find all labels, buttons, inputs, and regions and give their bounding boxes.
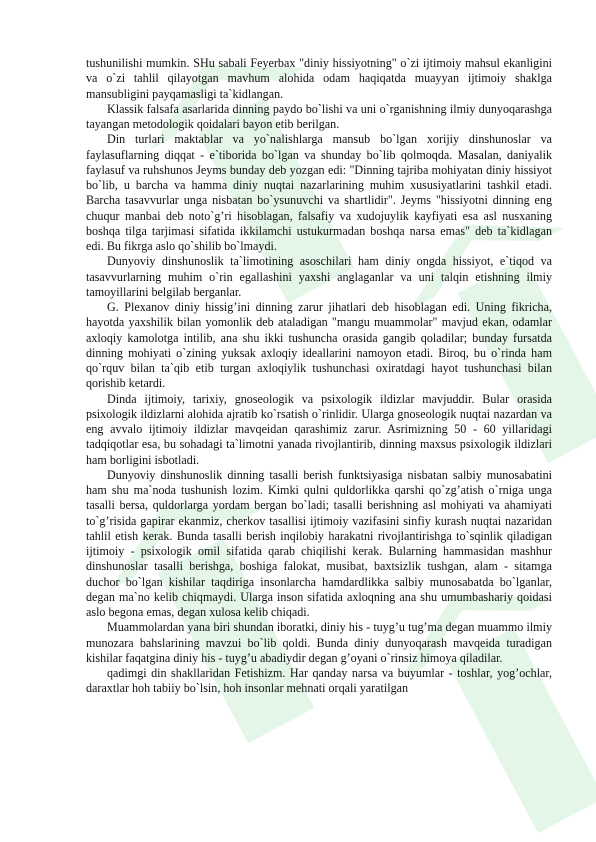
paragraph: qadimgi din shakllaridan Fetishizm. Har qanday narsa va buyumlar - toshlar, yog’ochlar, daraxtlar hoh tabiiy bo`lsin, hoh insonlar mehnati orqali yaratilgan xyxy=(86,666,552,696)
paragraph: Muammolardan yana biri shundan iboratki, diniy his - tuyg’u tug’ma degan muammo ilmiy munozara bahslarining mavzui bo`lib qoldi. Bunda diniy dunyoqarash mavqeida turadigan kishilar faqatgina diniy his - tuyg’u abadiydir degan g’oyani o`rinsiz himoya qiladilar. xyxy=(86,620,552,665)
document-body xyxy=(86,56,552,697)
paragraph: Dunyoviy dinshunoslik dinning tasalli berish funktsiyasiga nisbatan salbiy munosabatini ham shu ma`noda tushunish lozim. Kimki qulni quldorlikka qarshi qo`zg’atish o`rniga unga tasalli bersa, quldorlarga yordam bergan bo`ladi; tasalli berishning asl mohiyati va ahamiyati to`g’risida gapirar ekanmiz, cherkov tasallisi ijtimoiy vazifasini sinfiy kurash nuqtai nazaridan tahlil etish kerak. Bunda tasalli berish inqilobiy harakatni rivojlantirishga to`sqinlik qiladigan ijtimoiy - psixologik omil sifatida qarab chiqilishi kerak. Bularning hammasidan mashhur dinshunoslar tasalli berishga, boshiga falokat, musibat, baxtsizlik tushgan, alam - sitamga duchor bo`lgan kishilar taqdiriga insonlarcha hamdardlikka salbiy munosabatda bo`lganlar, degan ma`no kelib chiqmaydi. Ularga inson sifatida axloqning ana shu umumbashariy qoidasi aslo begona emas, degan xulosa kelib chiqadi. xyxy=(86,467,552,619)
paragraph: Klassik falsafa asarlarida dinning paydo bo`lishi va uni o`rganishning ilmiy dunyoqarashga tayangan metodologik qoidalari bayon etib berilgan. xyxy=(86,101,552,131)
paragraph: G. Plexanov diniy hissig’ini dinning zarur jihatlari deb hisoblagan edi. Uning fikricha, hayotda yaxshilik bilan yomonlik deb ataladigan "mangu muammolar" mavjud ekan, odamlar axloqiy kamolotga intilib, ana shu ikki tushuncha orasida gangib qoladilar; bunday fursatda dinning mohiyati o`zining yuksak axloqiy ideallarini namoyon etadi. Biroq, bu o`rinda ham qo`rquv bilan ta`qib etib turgan axloqiylik tushunchasi oxiratdagi hayot tushunchasi bilan qorishib ketardi. xyxy=(86,300,552,391)
paragraph: Dinda ijtimoiy, tarixiy, gnoseologik va psixologik ildizlar mavjuddir. Bular orasida psixologik ildizlarni alohida ajratib ko`rsatish o`rinlidir. Ularga gnoseologik nuqtai nazardan va eng avvalo ijtimoiy ildizlar mavqeidan qarashimiz zarur. Asrimizning 50 - 60 yillaridagi tadqiqotlar esa, bu sohadagi ta`limotni yanada rivojlantirib, dinning maxsus psixologik ildizlari ham borligini isbotladi. xyxy=(86,391,552,467)
paragraph: Din turlari maktablar va yo`nalishlarga mansub bo`lgan xorijiy dinshunoslar va faylasuflarning diqqat - e`tiborida bo`lgan va shunday bo`lib qolmoqda. Masalan, daniyalik faylasuf va ruhshunos Jeyms bunday deb yozgan edi: "Dinning tajriba mohiyatan diniy hissiyot bo`lib, u barcha va hamma diniy nuqtai nazarlarining muhim xususiyatlarini tashkil etadi. Barcha tasavvurlar unga nisbatan bo`ysunuvchi va shartlidir". Jeyms "hissiyotni dinning eng chuqur manbai deb noto`g’ri hisoblagan, falsafiy va xudojuylik kayfiyati esa asl nusxaning boshqa tilga tarjimasi sifatida ikkilamchi ustukurmadan boshqa narsa emas" deb ta`kidlagan edi. Bu fikrga aslo qo`shilib bo`lmaydi. xyxy=(86,132,552,253)
paragraph: Dunyoviy dinshunoslik ta`limotining asoschilari ham diniy ongda hissiyot, e`tiqod va tasavvurlarning muhim o`rin egallashini yaxshi anglaganlar va uni talqin etishning ilmiy tamoyillarini belgilab berganlar. xyxy=(86,254,552,299)
paragraph: tushunilishi mumkin. SHu sabali Feyerbax "diniy hissiyotning" o`zi ijtimoiy mahsul ekanligini va o`zi tahlil qilayotgan mavhum alohida odam haqiqatda muayyan ijtimoiy shaklga mansubligini payqamasligi ta`kidlangan. xyxy=(86,56,552,101)
